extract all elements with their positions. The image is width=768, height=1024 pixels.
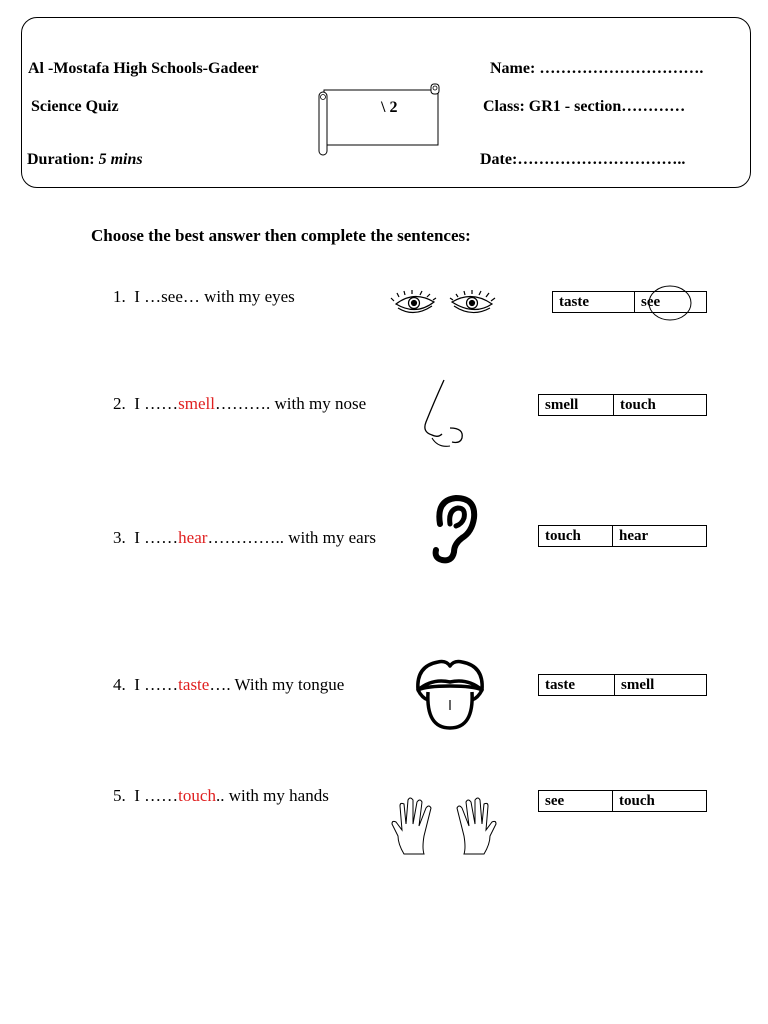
question-prefix: I …… — [134, 786, 179, 805]
choice-box-2 — [538, 394, 707, 416]
date-field[interactable]: Date:………………………….. — [480, 151, 686, 168]
question-answer[interactable]: see — [161, 287, 183, 306]
question-2 — [113, 394, 366, 414]
question-answer[interactable]: hear — [178, 528, 208, 547]
question-suffix: …. With my tongue — [209, 675, 345, 694]
question-number: 2. — [113, 394, 126, 413]
duration-value: 5 mins — [98, 151, 143, 168]
choice-option[interactable]: touch — [612, 791, 706, 811]
student-name-field[interactable]: Name: …………………………. — [490, 60, 704, 77]
school-name: Al -Mostafa High Schools-Gadeer — [28, 60, 259, 77]
choice-box-5 — [538, 790, 707, 812]
choice-option[interactable]: smell — [545, 396, 579, 413]
score-scroll-icon — [315, 82, 445, 158]
choice-option[interactable]: hear — [612, 526, 706, 546]
hands-icon — [390, 796, 498, 858]
choice-option[interactable]: taste — [559, 293, 589, 310]
question-suffix: .. with my hands — [215, 786, 329, 805]
instructions-heading: Choose the best answer then complete the sentences: — [91, 226, 471, 245]
question-1 — [113, 287, 295, 307]
answer-circle-mark — [646, 284, 694, 324]
question-answer[interactable]: touch — [178, 786, 216, 805]
choice-option[interactable]: see — [634, 292, 706, 312]
quiz-duration — [27, 151, 143, 169]
eyes-icon — [390, 290, 500, 318]
question-number: 1. — [113, 287, 126, 306]
quiz-subject: Science Quiz — [31, 98, 119, 115]
choice-option[interactable]: touch — [545, 527, 581, 544]
question-3 — [113, 528, 376, 548]
choice-box-3 — [538, 525, 707, 547]
question-number: 5. — [113, 786, 126, 805]
question-suffix: ………. with my nose — [215, 394, 367, 413]
tongue-icon — [412, 656, 488, 732]
nose-icon — [420, 378, 470, 450]
question-prefix: I … — [134, 287, 162, 306]
duration-label: Duration: — [27, 151, 95, 168]
question-number: 3. — [113, 528, 126, 547]
choice-option[interactable]: see — [545, 792, 565, 809]
question-prefix: I …… — [134, 394, 179, 413]
question-number: 4. — [113, 675, 126, 694]
choice-option[interactable]: touch — [613, 395, 706, 415]
question-prefix: I …… — [134, 528, 179, 547]
question-4 — [113, 675, 344, 695]
choice-option[interactable]: taste — [545, 676, 575, 693]
ear-icon — [428, 494, 480, 564]
quiz-score: \ 2 — [381, 99, 398, 116]
question-answer[interactable]: taste — [178, 675, 210, 694]
class-section-field[interactable]: Class: GR1 - section………… — [483, 98, 686, 115]
question-prefix: I …… — [134, 675, 179, 694]
question-5 — [113, 786, 329, 806]
question-suffix: … with my eyes — [182, 287, 295, 306]
question-answer[interactable]: smell — [178, 394, 216, 413]
choice-box-4 — [538, 674, 707, 696]
question-suffix: ………….. with my ears — [207, 528, 377, 547]
choice-option[interactable]: smell — [614, 675, 706, 695]
